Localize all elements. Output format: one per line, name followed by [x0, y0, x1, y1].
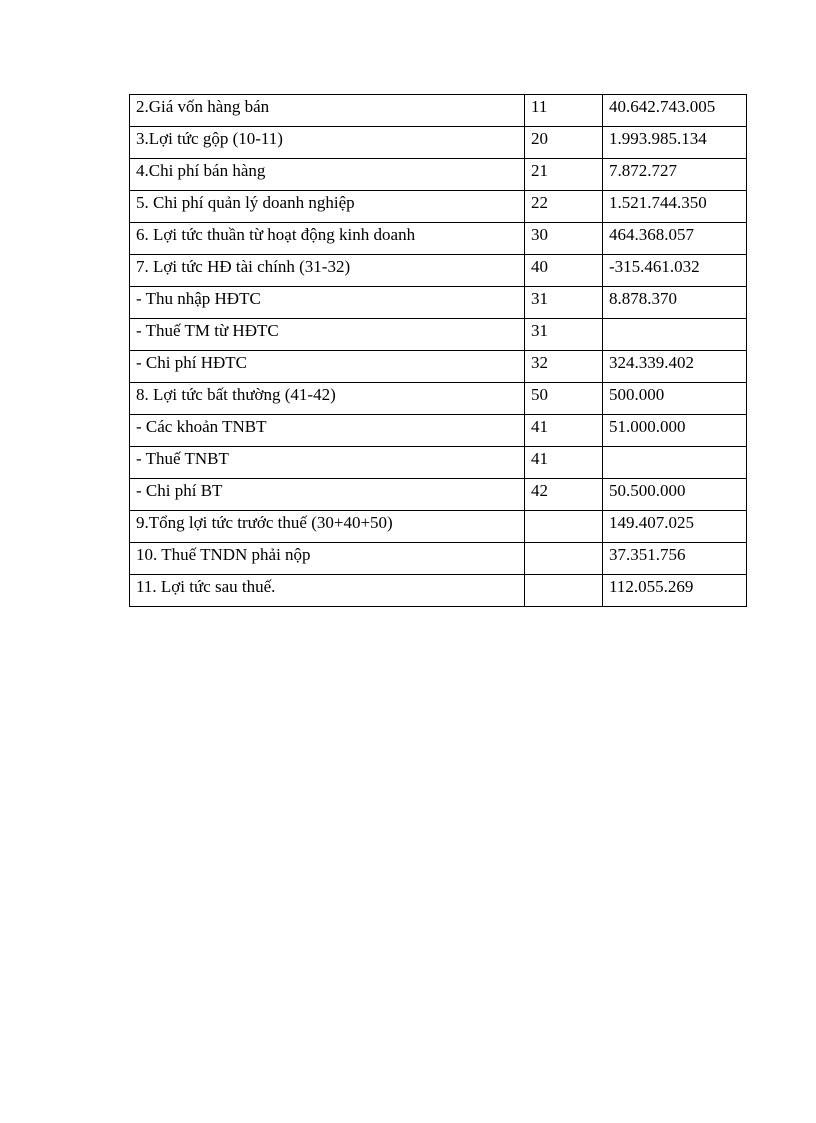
table-row	[130, 351, 747, 383]
row-value: 1.521.744.350	[603, 191, 747, 223]
row-code: 32	[525, 351, 603, 383]
row-code: 41	[525, 447, 603, 479]
row-label: 5. Chi phí quản lý doanh nghiệp	[130, 191, 525, 223]
row-value: 37.351.756	[603, 543, 747, 575]
table-row	[130, 447, 747, 479]
table-row	[130, 287, 747, 319]
table-row	[130, 191, 747, 223]
row-value: 324.339.402	[603, 351, 747, 383]
row-value: 500.000	[603, 383, 747, 415]
table-row	[130, 255, 747, 287]
row-label: 9.Tổng lợi tức trước thuế (30+40+50)	[130, 511, 525, 543]
table-row	[130, 543, 747, 575]
table-row	[130, 383, 747, 415]
row-code: 20	[525, 127, 603, 159]
row-code: 21	[525, 159, 603, 191]
table-row	[130, 223, 747, 255]
row-label: 10. Thuế TNDN phải nộp	[130, 543, 525, 575]
row-value: 50.500.000	[603, 479, 747, 511]
row-label: 8. Lợi tức bất thường (41-42)	[130, 383, 525, 415]
row-label: - Thuế TM từ HĐTC	[130, 319, 525, 351]
row-code: 41	[525, 415, 603, 447]
income-statement-table	[129, 94, 747, 607]
row-label: - Thu nhập HĐTC	[130, 287, 525, 319]
row-label: - Chi phí BT	[130, 479, 525, 511]
table-row	[130, 159, 747, 191]
row-code: 31	[525, 287, 603, 319]
row-label: - Các khoản TNBT	[130, 415, 525, 447]
row-code: 22	[525, 191, 603, 223]
table-row	[130, 415, 747, 447]
row-label: 4.Chi phí bán hàng	[130, 159, 525, 191]
row-value: 40.642.743.005	[603, 95, 747, 127]
row-value: 112.055.269	[603, 575, 747, 607]
row-code: 31	[525, 319, 603, 351]
row-value: 1.993.985.134	[603, 127, 747, 159]
row-label: 7. Lợi tức HĐ tài chính (31-32)	[130, 255, 525, 287]
row-label: 6. Lợi tức thuần từ hoạt động kinh doanh	[130, 223, 525, 255]
row-value: 149.407.025	[603, 511, 747, 543]
row-value	[603, 319, 747, 351]
row-code	[525, 543, 603, 575]
row-value: 464.368.057	[603, 223, 747, 255]
table-row	[130, 95, 747, 127]
row-code: 30	[525, 223, 603, 255]
row-value: 7.872.727	[603, 159, 747, 191]
row-code: 50	[525, 383, 603, 415]
row-code	[525, 575, 603, 607]
table-row	[130, 319, 747, 351]
row-code: 11	[525, 95, 603, 127]
table-row	[130, 127, 747, 159]
row-label: 3.Lợi tức gộp (10-11)	[130, 127, 525, 159]
table-row	[130, 575, 747, 607]
row-value: 51.000.000	[603, 415, 747, 447]
row-label: 11. Lợi tức sau thuế.	[130, 575, 525, 607]
row-label: - Chi phí HĐTC	[130, 351, 525, 383]
table-row	[130, 479, 747, 511]
row-code: 42	[525, 479, 603, 511]
row-value: -315.461.032	[603, 255, 747, 287]
row-value: 8.878.370	[603, 287, 747, 319]
row-value	[603, 447, 747, 479]
row-label: 2.Giá vốn hàng bán	[130, 95, 525, 127]
row-label: - Thuế TNBT	[130, 447, 525, 479]
row-code: 40	[525, 255, 603, 287]
row-code	[525, 511, 603, 543]
table-row	[130, 511, 747, 543]
